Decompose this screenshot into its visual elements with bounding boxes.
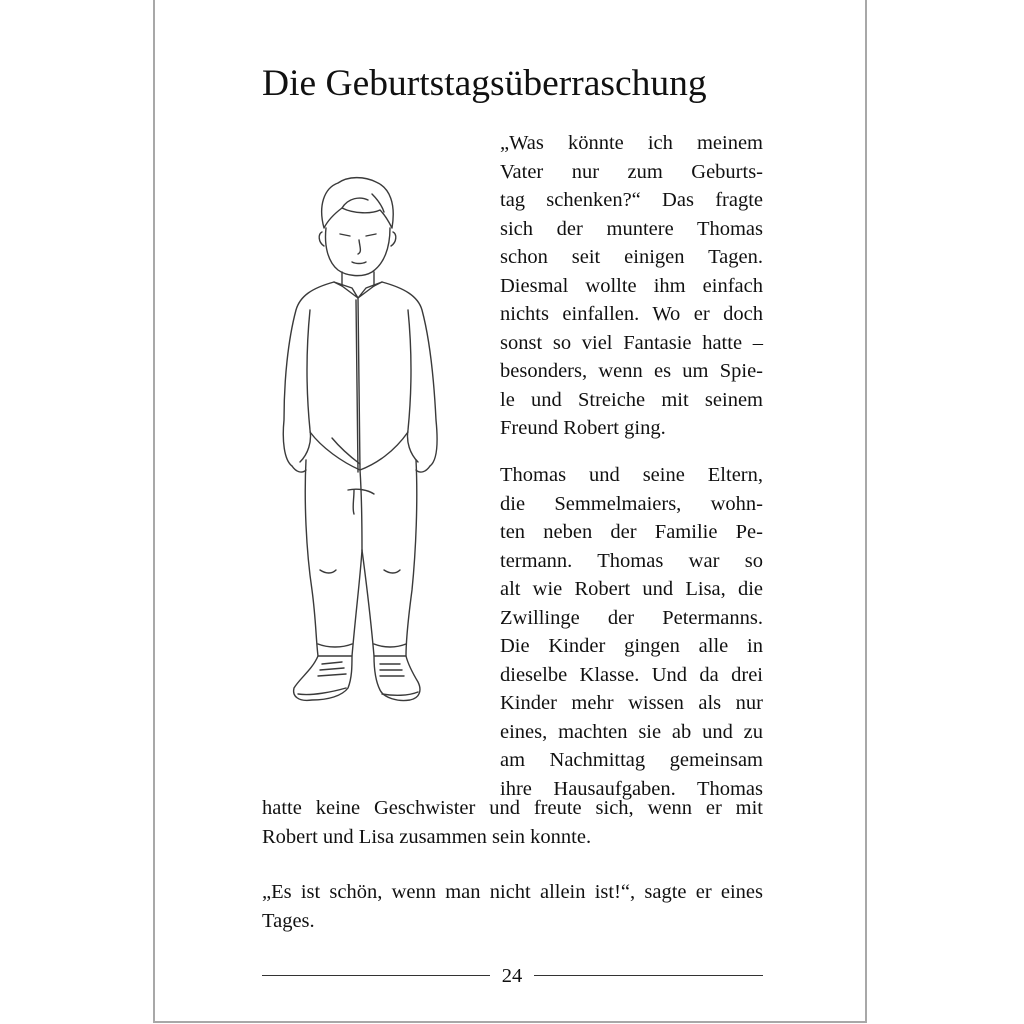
- text-line: Diesmal wollte ihm einfach: [500, 274, 763, 297]
- text-line: nichts einfallen. Wo er doch: [500, 303, 763, 325]
- paragraph-3: [262, 878, 763, 935]
- text-line: dieselbe Klasse. Und da drei: [500, 663, 763, 686]
- text-line: „Was könnte ich meinem: [500, 132, 763, 154]
- text-line: termann. Thomas war so: [500, 549, 763, 572]
- text-line: ten neben der Familie Pe-: [500, 521, 763, 543]
- page-number: 24: [501, 965, 523, 987]
- text-line: Robert und Lisa zusammen sein konnte.: [262, 825, 592, 848]
- paragraph-2-continued: [262, 794, 763, 851]
- text-line: eines, machten sie ab und zu: [500, 720, 763, 743]
- footer-rule-left: [262, 975, 490, 976]
- text-line: am Nachmittag gemeinsam: [500, 749, 763, 771]
- text-line: besonders, wenn es um Spie-: [500, 360, 763, 382]
- paragraph-1: [500, 129, 763, 443]
- text-line: Thomas und seine Eltern,: [500, 464, 763, 486]
- text-line: ihre Hausaufgaben. Thomas: [500, 777, 763, 800]
- text-line: alt wie Robert und Lisa, die: [500, 578, 763, 600]
- text-line: sich der muntere Thomas: [500, 217, 763, 240]
- text-line: die Semmelmaiers, wohn-: [500, 492, 763, 515]
- text-line: Tages.: [262, 909, 315, 932]
- chapter-title: Die Geburtstagsüberraschung: [262, 63, 707, 104]
- text-line: „Es ist schön, wenn man nicht allein ist!“, sagte er eines: [262, 881, 763, 903]
- text-line: Die Kinder gingen alle in: [500, 635, 763, 657]
- text-line: sonst so viel Fantasie hatte –: [500, 331, 763, 354]
- text-line: Zwillinge der Petermanns.: [500, 606, 763, 629]
- footer-rule-right: [534, 975, 763, 976]
- text-line: le und Streiche mit seinem: [500, 388, 763, 411]
- text-line: hatte keine Geschwister und freute sich, wenn er mit: [262, 797, 763, 819]
- paragraph-2: [500, 461, 763, 803]
- text-line: Vater nur zum Geburts-: [500, 160, 763, 183]
- text-line: tag schenken?“ Das fragte: [500, 189, 763, 211]
- text-line: Freund Robert ging.: [500, 417, 666, 439]
- text-line: schon seit einigen Tagen.: [500, 246, 763, 268]
- boy-standing-drawing-icon: [272, 170, 452, 715]
- text-line: Kinder mehr wissen als nur: [500, 692, 763, 714]
